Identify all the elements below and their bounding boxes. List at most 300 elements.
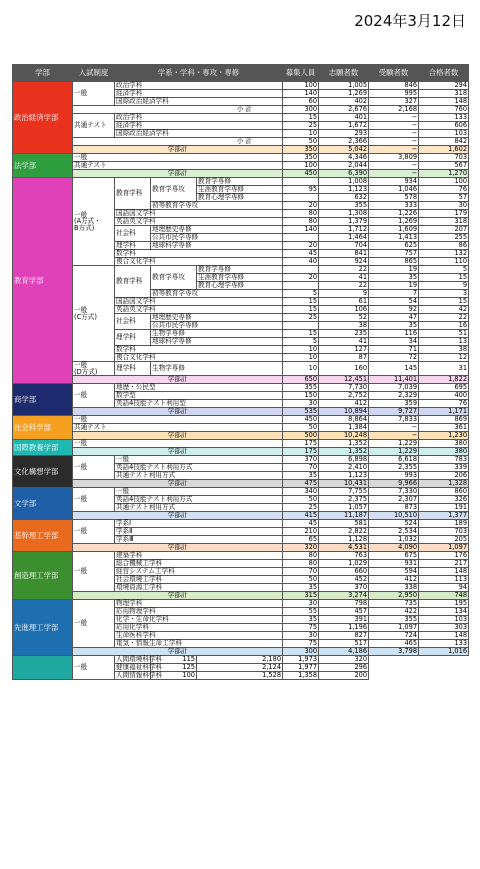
exam-system: 一般 (D方式) bbox=[73, 362, 115, 376]
capacity-cell: 370 bbox=[283, 456, 319, 464]
capacity-cell: 20 bbox=[283, 242, 319, 250]
faculty-total-label: 学部計 bbox=[73, 480, 283, 488]
examinees-cell: 1,097 bbox=[369, 624, 419, 632]
examinees-cell: 873 bbox=[369, 504, 419, 512]
department-name: 国際政治経済学科 bbox=[115, 130, 283, 138]
faculty-name: 基幹理工学部 bbox=[13, 520, 73, 552]
examinees-cell: 2,307 bbox=[369, 496, 419, 504]
applicants-cell: 10,894 bbox=[319, 408, 369, 416]
capacity-cell: 75 bbox=[283, 624, 319, 632]
passed-cell: 703 bbox=[419, 528, 469, 536]
examinees-cell: 675 bbox=[369, 552, 419, 560]
passed-cell: 339 bbox=[419, 464, 469, 472]
table-row bbox=[13, 82, 469, 90]
capacity-cell: 25 bbox=[283, 504, 319, 512]
applicants-cell: 827 bbox=[319, 632, 369, 640]
examinees-cell: 1,229 bbox=[369, 448, 419, 456]
capacity-cell: 140 bbox=[283, 90, 319, 98]
exam-system: 一般 bbox=[73, 416, 283, 424]
examinees-cell: 1,226 bbox=[369, 210, 419, 218]
capacity-cell: 15 bbox=[283, 330, 319, 338]
applicants-cell: 517 bbox=[319, 640, 369, 648]
applicants-cell: 10,431 bbox=[319, 480, 369, 488]
examinees-cell: 72 bbox=[369, 354, 419, 362]
applicants-cell: 632 bbox=[319, 194, 369, 202]
capacity-cell: 55 bbox=[283, 608, 319, 616]
passed-cell: 318 bbox=[419, 218, 469, 226]
exam-system: 一般 bbox=[73, 600, 115, 648]
passed-cell: 148 bbox=[419, 632, 469, 640]
exam-system: 一般 bbox=[73, 440, 283, 448]
applicants-cell: 3,274 bbox=[319, 592, 369, 600]
applicants-cell: 2,752 bbox=[319, 392, 369, 400]
applicants-cell: 2,676 bbox=[319, 106, 369, 114]
passed-cell: 51 bbox=[419, 330, 469, 338]
faculty-total-label: 学部計 bbox=[73, 170, 283, 178]
faculty-total-label: 学部計 bbox=[73, 408, 283, 416]
faculty-total-label: 学部計 bbox=[73, 146, 283, 154]
applicants-cell: 4,531 bbox=[319, 544, 369, 552]
faculty-total-label: 学部計 bbox=[73, 512, 283, 520]
capacity-cell: 315 bbox=[283, 592, 319, 600]
capacity-cell: 500 bbox=[283, 432, 319, 440]
major-name: 生物学専修 bbox=[151, 330, 283, 338]
applicants-cell: 7,755 bbox=[319, 488, 369, 496]
examinees-cell: 1,977 bbox=[283, 664, 319, 672]
capacity-cell: 40 bbox=[283, 258, 319, 266]
subtotal-label: 小 計 bbox=[73, 106, 283, 114]
applicants-cell: 6,898 bbox=[319, 456, 369, 464]
applicants-cell: 106 bbox=[319, 306, 369, 314]
exam-system: 一般 (A方式・ B方式) bbox=[73, 178, 115, 266]
passed-cell: 380 bbox=[419, 448, 469, 456]
capacity-cell: 80 bbox=[283, 210, 319, 218]
passed-cell: 748 bbox=[419, 592, 469, 600]
applicants-cell: 924 bbox=[319, 258, 369, 266]
applicants-cell: 1,196 bbox=[319, 624, 369, 632]
capacity-cell: 475 bbox=[283, 480, 319, 488]
capacity-cell: 50 bbox=[283, 576, 319, 584]
examinees-cell: 71 bbox=[369, 346, 419, 354]
applicants-cell: 1,269 bbox=[319, 90, 369, 98]
passed-cell: 3 bbox=[419, 290, 469, 298]
department-name: 社会科 bbox=[115, 226, 151, 242]
col-capacity: 募集人員 bbox=[283, 65, 319, 82]
course-name: 人間情報科学科 bbox=[116, 671, 163, 680]
capacity-cell: 355 bbox=[283, 384, 319, 392]
examinees-cell: 1,229 bbox=[369, 440, 419, 448]
passed-cell: 1,822 bbox=[419, 376, 469, 384]
passed-cell: 76 bbox=[419, 400, 469, 408]
examinees-cell: 1,032 bbox=[369, 536, 419, 544]
col-department: 学系・学科・専攻・専修 bbox=[115, 65, 283, 82]
department-name: 応用物理学科 bbox=[115, 608, 283, 616]
applicants-cell: 798 bbox=[319, 600, 369, 608]
applicants-cell: 841 bbox=[319, 250, 369, 258]
passed-cell: 217 bbox=[419, 560, 469, 568]
department-name: 数学型 bbox=[115, 392, 283, 400]
passed-cell: 361 bbox=[419, 424, 469, 432]
col-faculty: 学部 bbox=[13, 65, 73, 82]
faculty-name: 国際教養学部 bbox=[13, 440, 73, 456]
applicants-cell: 1,005 bbox=[319, 82, 369, 90]
passed-cell: 380 bbox=[419, 440, 469, 448]
department-name: 学系Ⅰ bbox=[115, 520, 283, 528]
exam-system: 一般 bbox=[73, 488, 115, 512]
applicants-cell: 704 bbox=[319, 242, 369, 250]
table-row bbox=[13, 162, 469, 170]
department-name: 応用化学科 bbox=[115, 624, 283, 632]
passed-cell: 30 bbox=[419, 202, 469, 210]
examinees-cell: 934 bbox=[369, 178, 419, 186]
course-name: 健康福祉科学科 bbox=[116, 663, 163, 672]
capacity-cell: 340 bbox=[283, 488, 319, 496]
major-name: 公共市民学専修 bbox=[151, 322, 283, 330]
examinees-cell: 145 bbox=[369, 362, 419, 376]
passed-cell: 13 bbox=[419, 338, 469, 346]
applicants-cell: 660 bbox=[319, 568, 369, 576]
capacity-cell: 20 bbox=[283, 274, 319, 282]
exam-system: 一般 bbox=[73, 82, 115, 106]
major-name: 地球科学専修 bbox=[151, 242, 283, 250]
applicants-cell: 41 bbox=[319, 338, 369, 346]
passed-cell: 15 bbox=[419, 298, 469, 306]
faculty-total-row bbox=[13, 512, 469, 520]
examinees-cell: 995 bbox=[369, 90, 419, 98]
passed-cell: 1,230 bbox=[419, 432, 469, 440]
passed-cell: 318 bbox=[419, 90, 469, 98]
applicants-cell: 763 bbox=[319, 552, 369, 560]
examinees-cell: − bbox=[369, 432, 419, 440]
passed-cell: 31 bbox=[419, 362, 469, 376]
passed-cell: 326 bbox=[419, 496, 469, 504]
exam-system: 一般 bbox=[73, 520, 115, 544]
examinees-cell: 735 bbox=[369, 600, 419, 608]
faculty-total-label: 学部計 bbox=[73, 592, 283, 600]
applicants-cell: 12,451 bbox=[319, 376, 369, 384]
faculty-name: 政治経済学部 bbox=[13, 82, 73, 154]
capacity-cell: 70 bbox=[283, 464, 319, 472]
exam-system: 一般 bbox=[73, 384, 115, 408]
faculty-total-label: 学部計 bbox=[73, 432, 283, 440]
passed-cell: 703 bbox=[419, 154, 469, 162]
capacity-cell: 300 bbox=[283, 106, 319, 114]
examinees-cell: 3,798 bbox=[369, 648, 419, 656]
department-name: 複合文化学科 bbox=[115, 354, 283, 362]
major-name: 初等教育学専攻 bbox=[151, 202, 283, 210]
applicants-cell: 52 bbox=[319, 314, 369, 322]
faculty-name: 法学部 bbox=[13, 154, 73, 178]
examinees-cell: − bbox=[369, 424, 419, 432]
examinees-cell: 2,355 bbox=[369, 464, 419, 472]
applicants-cell: 402 bbox=[319, 98, 369, 106]
applicants-cell: 1,712 bbox=[319, 226, 369, 234]
applicants-cell: 2,410 bbox=[319, 464, 369, 472]
faculty-name bbox=[13, 656, 73, 680]
capacity-cell: 115 bbox=[151, 656, 197, 664]
department-name: 数学科 bbox=[115, 346, 283, 354]
applicants-cell: 581 bbox=[319, 520, 369, 528]
capacity-cell: 30 bbox=[283, 600, 319, 608]
exam-system: 一般 bbox=[73, 456, 115, 480]
faculty-total-row bbox=[13, 648, 469, 656]
capacity-cell: 150 bbox=[283, 392, 319, 400]
admissions-table bbox=[12, 64, 469, 680]
department-name: 政治学科 bbox=[115, 82, 283, 90]
department-name: 電気・情報生命工学科 bbox=[115, 640, 283, 648]
examinees-cell: 1,609 bbox=[369, 226, 419, 234]
applicants-cell: 1,123 bbox=[319, 472, 369, 480]
passed-cell: 294 bbox=[419, 82, 469, 90]
capacity-cell: 75 bbox=[283, 640, 319, 648]
department-name: 学系Ⅲ bbox=[115, 536, 283, 544]
examinees-cell: 422 bbox=[369, 608, 419, 616]
examinees-cell: 2,329 bbox=[369, 392, 419, 400]
applicants-cell: 7,730 bbox=[319, 384, 369, 392]
capacity-cell: 50 bbox=[283, 424, 319, 432]
faculty-total-label: 学部計 bbox=[73, 376, 283, 384]
table-row bbox=[13, 424, 469, 432]
capacity-cell: 95 bbox=[283, 186, 319, 194]
examinees-cell: 54 bbox=[369, 298, 419, 306]
capacity-cell: 35 bbox=[283, 472, 319, 480]
examinees-cell: 10,510 bbox=[369, 512, 419, 520]
applicants-cell: 2,375 bbox=[319, 496, 369, 504]
capacity-cell: 125 bbox=[151, 664, 197, 672]
examinees-cell: 2,168 bbox=[369, 106, 419, 114]
examinees-cell: 2,534 bbox=[369, 528, 419, 536]
capacity-cell: 10 bbox=[283, 362, 319, 376]
passed-cell: 1,097 bbox=[419, 544, 469, 552]
passed-cell: 103 bbox=[419, 130, 469, 138]
examinees-cell: 3,809 bbox=[369, 154, 419, 162]
applicants-cell: 293 bbox=[319, 130, 369, 138]
examinees-cell: − bbox=[369, 170, 419, 178]
passed-cell: 76 bbox=[419, 186, 469, 194]
applicants-cell: 2,366 bbox=[319, 138, 369, 146]
examinees-cell: − bbox=[369, 130, 419, 138]
course-name: 教育心理学専修 bbox=[197, 282, 283, 290]
faculty-name: 社会科学部 bbox=[13, 416, 73, 440]
examinees-cell: 7,039 bbox=[369, 384, 419, 392]
examinees-cell: − bbox=[369, 114, 419, 122]
applicants-cell: 41 bbox=[319, 274, 369, 282]
table-row bbox=[13, 656, 469, 664]
major-name: 公共市民学専修 bbox=[151, 234, 283, 242]
examinees-cell: 35 bbox=[369, 274, 419, 282]
examinees-cell: 757 bbox=[369, 250, 419, 258]
major-name: 地理歴史専修 bbox=[151, 314, 283, 322]
capacity-cell: 20 bbox=[283, 202, 319, 210]
passed-cell: 606 bbox=[419, 122, 469, 130]
applicants-cell: 2,044 bbox=[319, 162, 369, 170]
passed-cell: 191 bbox=[419, 504, 469, 512]
subtotal-row bbox=[13, 106, 469, 114]
examinees-cell: 19 bbox=[369, 266, 419, 274]
course-name: 教育学専修 bbox=[197, 266, 283, 274]
capacity-cell: 45 bbox=[283, 250, 319, 258]
passed-cell: 1,270 bbox=[419, 170, 469, 178]
capacity-cell: 35 bbox=[283, 616, 319, 624]
report-date: 2024年3月12日 bbox=[354, 12, 466, 30]
applicants-cell: 11,187 bbox=[319, 512, 369, 520]
capacity-cell: 30 bbox=[283, 400, 319, 408]
applicants-cell: 1,672 bbox=[319, 122, 369, 130]
department-name: 共通テスト利用方式 bbox=[115, 472, 283, 480]
examinees-cell: 35 bbox=[369, 322, 419, 330]
passed-cell: 148 bbox=[419, 98, 469, 106]
examinees-cell: 1,413 bbox=[369, 234, 419, 242]
capacity-cell: 35 bbox=[283, 584, 319, 592]
department-name: 理学科 bbox=[115, 242, 151, 250]
faculty-total-label: 学部計 bbox=[73, 448, 283, 456]
capacity-cell: 450 bbox=[283, 170, 319, 178]
applicants-cell: 1,008 bbox=[319, 178, 369, 186]
examinees-cell: − bbox=[369, 162, 419, 170]
passed-cell: 133 bbox=[419, 640, 469, 648]
applicants-cell: 452 bbox=[319, 576, 369, 584]
capacity-cell: 80 bbox=[283, 552, 319, 560]
passed-cell: 57 bbox=[419, 194, 469, 202]
capacity-cell: 5 bbox=[283, 290, 319, 298]
examinees-cell: 931 bbox=[369, 560, 419, 568]
capacity-cell: 15 bbox=[283, 306, 319, 314]
major-name: 地理歴史専修 bbox=[151, 226, 283, 234]
faculty-name: 商学部 bbox=[13, 384, 73, 416]
passed-cell: 842 bbox=[419, 138, 469, 146]
faculty-total-label: 学部計 bbox=[73, 544, 283, 552]
exam-system: 共通テスト bbox=[73, 114, 115, 138]
passed-cell: 132 bbox=[419, 250, 469, 258]
examinees-cell: 465 bbox=[369, 640, 419, 648]
department-name: 数学科 bbox=[115, 250, 283, 258]
capacity-cell: 100 bbox=[283, 82, 319, 90]
passed-cell: 195 bbox=[419, 600, 469, 608]
capacity-cell: 80 bbox=[283, 560, 319, 568]
department-name: 環境資源工学科 bbox=[115, 584, 283, 592]
examinees-cell: 993 bbox=[369, 472, 419, 480]
passed-cell: 205 bbox=[419, 536, 469, 544]
examinees-cell: 116 bbox=[369, 330, 419, 338]
applicants-cell: 370 bbox=[319, 584, 369, 592]
examinees-cell: 578 bbox=[369, 194, 419, 202]
passed-cell: 22 bbox=[419, 314, 469, 322]
department-name: 英語4技能テスト利用型 bbox=[115, 400, 283, 408]
capacity-cell: 5 bbox=[283, 338, 319, 346]
examinees-cell: 7,833 bbox=[369, 416, 419, 424]
applicants-cell: 1,029 bbox=[319, 560, 369, 568]
applicants-cell: 1,384 bbox=[319, 424, 369, 432]
examinees-cell: 47 bbox=[369, 314, 419, 322]
examinees-cell: 333 bbox=[369, 202, 419, 210]
examinees-cell: 92 bbox=[369, 306, 419, 314]
exam-system: 共通テスト bbox=[73, 424, 283, 432]
passed-cell: 100 bbox=[419, 178, 469, 186]
passed-cell: 134 bbox=[419, 608, 469, 616]
passed-cell: 1,171 bbox=[419, 408, 469, 416]
faculty-name: 文学部 bbox=[13, 488, 73, 520]
passed-cell: 1,016 bbox=[419, 648, 469, 656]
examinees-cell: 1,269 bbox=[369, 218, 419, 226]
exam-system: 一般 (C方式) bbox=[73, 266, 115, 362]
passed-cell: 400 bbox=[419, 392, 469, 400]
department-name: 英語英文学科 bbox=[115, 306, 283, 314]
table-row bbox=[13, 114, 469, 122]
department-name: 国語国文学科 bbox=[115, 210, 283, 218]
passed-cell: 9 bbox=[419, 282, 469, 290]
table-row bbox=[13, 600, 469, 608]
exam-system: 一般 bbox=[73, 656, 115, 680]
capacity-cell: 25 bbox=[283, 122, 319, 130]
passed-cell: 42 bbox=[419, 306, 469, 314]
table-row bbox=[13, 552, 469, 560]
course-name: 教育学専修 bbox=[197, 178, 283, 186]
capacity-cell: 450 bbox=[283, 416, 319, 424]
department-name: 英語英文学科 bbox=[115, 218, 283, 226]
examinees-cell: 9,727 bbox=[369, 408, 419, 416]
capacity-cell: 15 bbox=[283, 298, 319, 306]
course-name: 人間環境科学科 bbox=[116, 655, 163, 664]
passed-cell: 16 bbox=[419, 322, 469, 330]
col-system: 入試制度 bbox=[73, 65, 115, 82]
capacity-cell: 50 bbox=[283, 496, 319, 504]
applicants-cell: 9 bbox=[319, 290, 369, 298]
passed-cell: 695 bbox=[419, 384, 469, 392]
passed-cell: 110 bbox=[419, 258, 469, 266]
course-name: 生涯教育学専修 bbox=[197, 274, 283, 282]
capacity-cell: 100 bbox=[283, 162, 319, 170]
passed-cell: 176 bbox=[419, 552, 469, 560]
examinees-cell: 1,973 bbox=[283, 656, 319, 664]
faculty-total-row bbox=[13, 170, 469, 178]
department-name: 経済学科 bbox=[115, 122, 283, 130]
capacity-cell: 300 bbox=[283, 648, 319, 656]
faculty-name: 文化構想学部 bbox=[13, 456, 73, 488]
major-name: 初等教育学専攻 bbox=[151, 290, 283, 298]
applicants-cell: 127 bbox=[319, 346, 369, 354]
exam-system: 共通テスト bbox=[73, 162, 283, 170]
examinees-cell: 4,090 bbox=[369, 544, 419, 552]
applicants-cell: 355 bbox=[319, 202, 369, 210]
faculty-total-label: 学部計 bbox=[73, 648, 283, 656]
department-name: 化学・生命化学科 bbox=[115, 616, 283, 624]
passed-cell: 15 bbox=[419, 274, 469, 282]
faculty-name: 先進理工学部 bbox=[13, 600, 73, 656]
examinees-cell: 594 bbox=[369, 568, 419, 576]
examinees-cell: 524 bbox=[369, 520, 419, 528]
course-name: 生涯教育学専修 bbox=[197, 186, 283, 194]
applicants-cell: 235 bbox=[319, 330, 369, 338]
applicants-cell: 391 bbox=[319, 616, 369, 624]
passed-cell: 320 bbox=[319, 656, 369, 664]
department-name: 総合機械工学科 bbox=[115, 560, 283, 568]
exam-system: 一般 bbox=[73, 154, 283, 162]
col-passed: 合格者数 bbox=[419, 65, 469, 82]
passed-cell: 255 bbox=[419, 234, 469, 242]
examinees-cell: 34 bbox=[369, 338, 419, 346]
capacity-cell: 10 bbox=[283, 130, 319, 138]
major-name: 教育学専攻 bbox=[151, 266, 197, 290]
passed-cell: 12 bbox=[419, 354, 469, 362]
examinees-cell: 7 bbox=[369, 290, 419, 298]
table-header bbox=[13, 65, 469, 82]
examinees-cell: 355 bbox=[369, 616, 419, 624]
examinees-cell: 625 bbox=[369, 242, 419, 250]
applicants-cell: 412 bbox=[319, 400, 369, 408]
department-name: 社会環境工学科 bbox=[115, 576, 283, 584]
faculty-total-row bbox=[13, 544, 469, 552]
examinees-cell: − bbox=[369, 138, 419, 146]
